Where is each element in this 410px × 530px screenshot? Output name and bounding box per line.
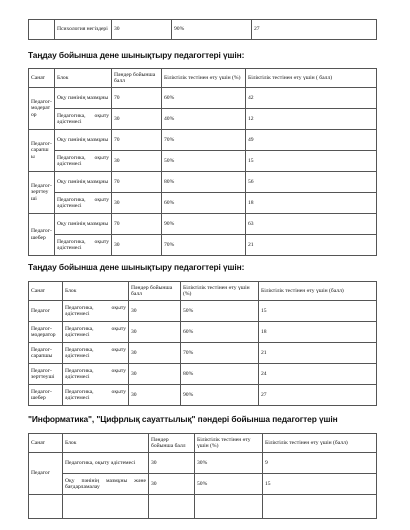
table-header-row [29,69,377,88]
table-cell: 27 [252,20,377,40]
section-heading-2: Таңдау бойынша дене шынықтыру педагогтері үшін: [28,262,245,272]
table-cell: 70 [112,214,162,235]
table-cell: 50% [162,151,246,172]
table-cell: 30 [129,301,181,322]
table-cell: Психология негіздері [55,20,112,40]
table-row [29,88,377,109]
header-cell: Блок [55,69,112,88]
table-cell: Педагогика, оқыту әдістемесі [55,151,112,172]
table-cell: 90% [172,20,252,40]
table-row [29,453,377,474]
table-cell: 30 [129,385,181,406]
header-cell: Блок [63,282,129,301]
header-cell: Санат [29,69,55,88]
table-cell: 90% [181,385,259,406]
category-cell: Педагог-зерттеуші [29,364,63,385]
table-row [29,151,377,172]
table-cell: Педагогика, оқыту әдістемесі [63,385,129,406]
category-cell: Педагог [29,301,63,322]
table-cell: 30 [149,474,195,495]
header-cell: Біліктілік тестінен өту үшін (балл) [259,282,377,301]
category-cell: Педагог-модератор [29,88,55,130]
category-cell: Педагог-шебер [29,385,63,406]
header-cell: Біліктілік тестінен өту үшін ( балл) [246,69,377,88]
table-header-row [29,434,377,453]
table-cell [63,495,149,519]
table-row [29,495,377,519]
table-cell [195,495,263,519]
table-cell: Оқу пәнінің мазмұны [55,172,112,193]
table-row [29,301,377,322]
section3-table [28,433,377,519]
table-cell [149,495,195,519]
table-cell: Педагогика, оқыту әдістемесі [55,193,112,214]
table-row [29,364,377,385]
table-row [29,109,377,130]
category-cell: Педагог-модератор [29,322,63,343]
category-cell: Педагог-шебер [29,214,55,256]
section1-table [28,68,377,256]
table-cell: 30 [112,20,172,40]
table-cell: 30 [112,235,162,256]
table-row [29,130,377,151]
header-cell: Пәндер бойынша балл [149,434,195,453]
table-row [29,385,377,406]
table-cell: 80% [162,172,246,193]
category-cell: Педагог-сарапшы [29,130,55,172]
header-cell: Санат [29,434,63,453]
category-cell: Педагог [29,453,63,495]
table-row [29,343,377,364]
table-cell: Оқу пәнінің мазмұны [55,88,112,109]
top-table [28,19,377,40]
table-cell: 18 [246,193,377,214]
table-cell: 27 [259,385,377,406]
header-cell: Біліктілік тестінен өту үшін (%) [181,282,259,301]
table-cell: 18 [259,322,377,343]
table-cell: 70 [112,172,162,193]
table-cell: 90% [162,214,246,235]
table-cell: Педагогика, оқыту әдістемесі [55,235,112,256]
table-cell: 50% [195,474,263,495]
table-cell: 60% [162,193,246,214]
table-row [29,235,377,256]
table-cell: 15 [246,151,377,172]
section2-table [28,281,377,406]
table-cell: 70% [181,343,259,364]
table-cell: Оқу пәнінің мазмұны [55,130,112,151]
table-cell: 9 [263,453,377,474]
table-row [29,193,377,214]
table-cell: 70 [112,130,162,151]
table-row [29,20,377,40]
table-cell: 30 [129,343,181,364]
table-header-row [29,282,377,301]
table-cell: 63 [246,214,377,235]
table-row [29,322,377,343]
category-cell: Педагог-зерттеуші [29,172,55,214]
table-cell: 21 [259,343,377,364]
table-cell: Оқу пәнінің мазмұны және бағдарламалау [63,474,149,495]
table-cell: 49 [246,130,377,151]
table-cell: 50% [181,301,259,322]
table-cell: 56 [246,172,377,193]
header-cell: Біліктілік тестінен өту үшін (%) [195,434,263,453]
header-cell: Біліктілік тестінен өту үшін (балл) [263,434,377,453]
table-cell: Оқу пәнінің мазмұны [55,214,112,235]
table-cell: 30% [195,453,263,474]
table-cell: 30 [149,453,195,474]
table-cell: 30 [112,193,162,214]
table-cell: Педагогика, оқыту әдістемесі [63,453,149,474]
table-cell: 30 [112,109,162,130]
header-cell: Блок [63,434,149,453]
table-cell: 70% [162,235,246,256]
table-cell: 70% [162,130,246,151]
table-cell: 24 [259,364,377,385]
table-row [29,474,377,495]
table-cell: 30 [129,364,181,385]
header-cell: Пәндер бойынша балл [112,69,162,88]
header-cell: Пәндер бойынша балл [129,282,181,301]
table-cell: 40% [162,109,246,130]
table-cell: 70 [112,88,162,109]
table-cell: Педагогика, оқыту әдістемесі [63,301,129,322]
table-cell: 30 [112,151,162,172]
table-cell: 60% [162,88,246,109]
table-cell: Педагогика, оқыту әдістемесі [63,364,129,385]
table-cell [29,495,63,519]
table-cell: Педагогика, оқыту әдістемесі [63,322,129,343]
table-row [29,172,377,193]
section-heading-3: "Информатика", "Цифрлық сауаттылық" пәндері бойынша педагогтер үшін [28,414,338,424]
table-cell: 21 [246,235,377,256]
category-cell: Педагог-сарапшы [29,343,63,364]
section-heading-1: Таңдау бойынша дене шынықтыру педагогтері үшін: [28,50,245,60]
table-cell: 80% [181,364,259,385]
table-cell: 42 [246,88,377,109]
table-cell: 60% [181,322,259,343]
table-cell: Педагогика, оқыту әдістемесі [55,109,112,130]
table-cell: Педагогика, оқыту әдістемесі [63,343,129,364]
table-cell [29,20,55,40]
table-row [29,214,377,235]
table-cell: 15 [259,301,377,322]
header-cell: Біліктілік тестінен өту үшін (%) [162,69,246,88]
table-cell [263,495,377,519]
table-cell: 15 [263,474,377,495]
table-cell: 12 [246,109,377,130]
header-cell: Санат [29,282,63,301]
table-cell: 30 [129,322,181,343]
